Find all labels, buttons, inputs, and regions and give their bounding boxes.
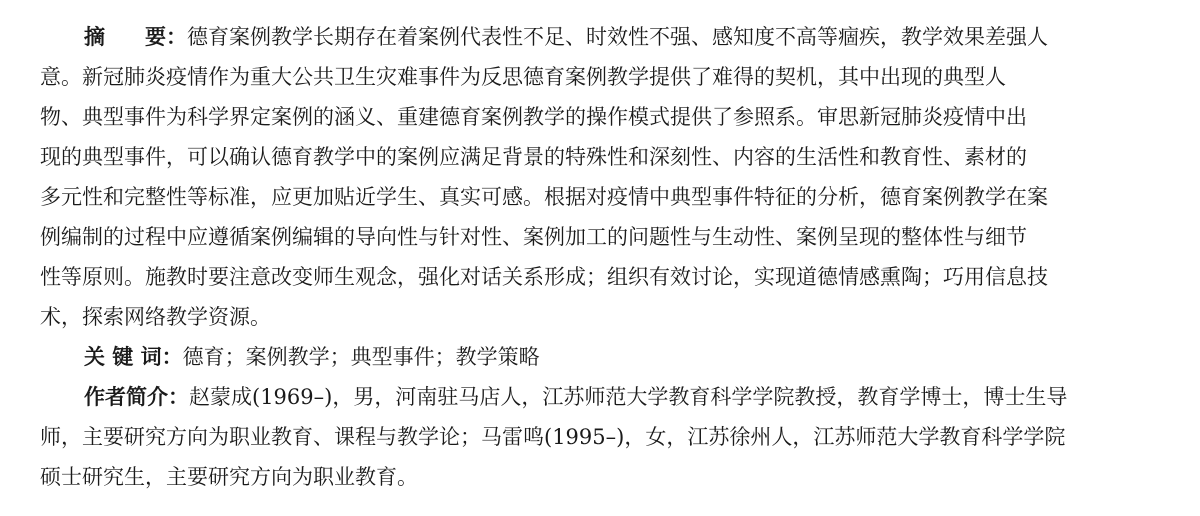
abstract-line-2: 意。新冠肺炎疫情作为重大公共卫生灾难事件为反思德育案例教学提供了难得的契机，其中出现的典型人 [40, 65, 1006, 89]
abstract-text-1: 德育案例教学长期存在着案例代表性不足、时效性不强、感知度不高等痼疾，教学效果差强人 [187, 25, 1048, 49]
keywords-line [84, 338, 540, 376]
keywords-text: 德育；案例教学；典型事件；教学策略 [182, 345, 540, 369]
author-line-1 [84, 378, 1067, 416]
abstract-line-5: 多元性和完整性等标准，应更加贴近学生、真实可感。根据对疫情中典型事件特征的分析，德育案例教学在案 [40, 185, 1048, 209]
abstract-line-7: 性等原则。施教时要注意改变师生观念，强化对话关系形成；组织有效讨论，实现道德情感熏陶；巧用信息技 [40, 265, 1048, 289]
abstract-line-3: 物、典型事件为科学界定案例的涵义、重建德育案例教学的操作模式提供了参照系。审思新冠肺炎疫情中出 [40, 105, 1027, 129]
abstract-line-8: 术，探索网络教学资源。 [40, 305, 271, 329]
abstract-line-1 [84, 18, 1048, 56]
abstract-label [84, 25, 187, 49]
author-line-3: 硕士研究生，主要研究方向为职业教育。 [40, 465, 418, 489]
abstract-label-part1: 摘 [84, 25, 105, 49]
author-text-1: 赵蒙成(1969–)，男，河南驻马店人，江苏师范大学教育科学学院教授，教育学博士，博士生导 [189, 385, 1068, 409]
keywords-label: 关 键 词： [84, 345, 183, 369]
abstract-line-6: 例编制的过程中应遵循案例编辑的导向性与针对性、案例加工的问题性与生动性、案例呈现的整体性与细节 [40, 225, 1027, 249]
author-label: 作者简介： [84, 385, 189, 409]
author-line-2: 师，主要研究方向为职业教育、课程与教学论；马雷鸣(1995–)，女，江苏徐州人，江苏师范大学教育科学学院 [40, 425, 1066, 449]
abstract-line-4: 现的典型事件，可以确认德育教学中的案例应满足背景的特殊性和深刻性、内容的生活性和教育性、素材的 [40, 145, 1027, 169]
abstract-label-part2: 要： [145, 25, 187, 49]
